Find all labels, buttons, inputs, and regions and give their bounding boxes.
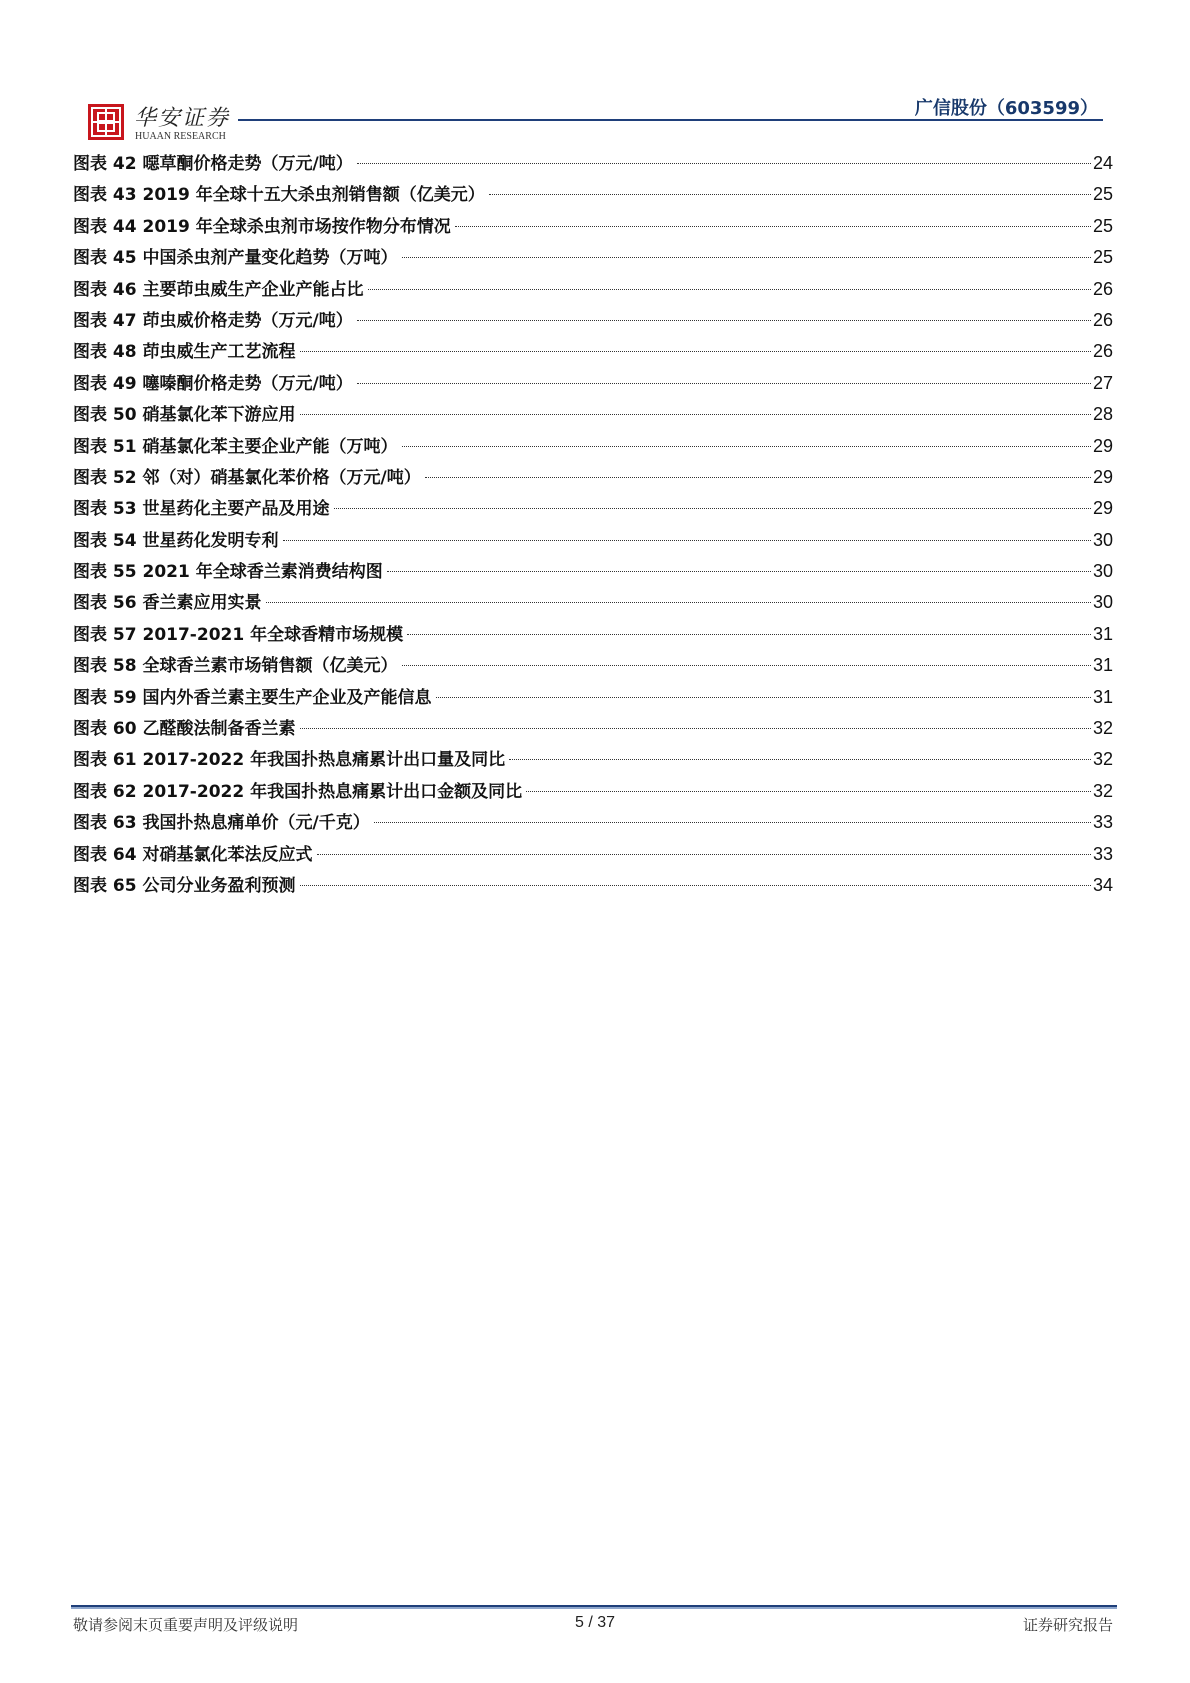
toc-entry-page: 33 bbox=[1092, 812, 1113, 833]
toc-entry[interactable] bbox=[73, 211, 1113, 242]
toc-entry-page: 29 bbox=[1092, 466, 1113, 487]
toc-entry[interactable] bbox=[73, 399, 1113, 430]
toc-entry-page: 32 bbox=[1092, 780, 1113, 801]
toc-entry-title: 图表 47 茚虫威价格走势（万元/吨） bbox=[73, 310, 353, 331]
toc-entry-title: 图表 56 香兰素应用实景 bbox=[73, 593, 262, 614]
toc-entry-page: 27 bbox=[1092, 372, 1113, 393]
toc-entry-title: 图表 52 邻（对）硝基氯化苯价格（万元/吨） bbox=[73, 467, 421, 488]
toc-dot-leader bbox=[402, 665, 1091, 666]
toc-entry-page: 32 bbox=[1092, 718, 1113, 739]
toc-entry[interactable] bbox=[73, 336, 1113, 367]
toc-entry-page: 31 bbox=[1092, 623, 1113, 644]
toc-entry-title: 图表 51 硝基氯化苯主要企业产能（万吨） bbox=[73, 436, 398, 457]
toc-entry-title: 图表 65 公司分业务盈利预测 bbox=[73, 875, 296, 896]
footer-divider bbox=[71, 1605, 1117, 1609]
page-number: 5 / 37 bbox=[574, 1614, 616, 1631]
toc-dot-leader bbox=[317, 854, 1091, 855]
toc-dot-leader bbox=[266, 602, 1091, 603]
toc-entry-title: 图表 57 2017-2021 年全球香精市场规模 bbox=[73, 624, 404, 645]
footer-disclaimer-note: 敬请参阅末页重要声明及评级说明 bbox=[73, 1616, 299, 1634]
toc-entry-title: 图表 61 2017-2022 年我国扑热息痛累计出口量及同比 bbox=[73, 750, 506, 771]
toc-entry[interactable] bbox=[73, 807, 1113, 838]
toc-entry-page: 30 bbox=[1092, 529, 1113, 550]
toc-dot-leader bbox=[374, 822, 1091, 823]
toc-dot-leader bbox=[489, 194, 1091, 195]
toc-entry[interactable] bbox=[73, 462, 1113, 493]
toc-entry-title: 图表 53 世星药化主要产品及用途 bbox=[73, 499, 330, 520]
toc-entry-title: 图表 59 国内外香兰素主要生产企业及产能信息 bbox=[73, 687, 432, 708]
toc-entry-page: 25 bbox=[1092, 184, 1113, 205]
toc-entry-page: 34 bbox=[1092, 874, 1113, 895]
footer-report-type: 证券研究报告 bbox=[1022, 1616, 1113, 1634]
toc-entry-title: 图表 58 全球香兰素市场销售额（亿美元） bbox=[73, 656, 398, 677]
toc-entry-page: 29 bbox=[1092, 498, 1113, 519]
toc-entry[interactable] bbox=[73, 431, 1113, 462]
page-header bbox=[0, 0, 1190, 145]
toc-entry-title: 图表 48 茚虫威生产工艺流程 bbox=[73, 342, 296, 363]
figure-list bbox=[73, 148, 1113, 901]
toc-entry-title: 图表 46 主要茚虫威生产企业产能占比 bbox=[73, 279, 364, 300]
huaan-logo-icon bbox=[88, 104, 124, 140]
toc-entry-page: 30 bbox=[1092, 561, 1113, 582]
toc-entry[interactable] bbox=[73, 274, 1113, 305]
logo-english-name: HUAAN RESEARCH bbox=[135, 131, 226, 142]
toc-entry-page: 30 bbox=[1092, 592, 1113, 613]
toc-entry[interactable] bbox=[73, 650, 1113, 681]
toc-entry-page: 25 bbox=[1092, 247, 1113, 268]
toc-entry[interactable] bbox=[73, 556, 1113, 587]
toc-entry-page: 32 bbox=[1092, 749, 1113, 770]
toc-entry-title: 图表 63 我国扑热息痛单价（元/千克） bbox=[73, 813, 370, 834]
report-company-title: 广信股份（603599） bbox=[914, 98, 1098, 119]
toc-entry-page: 28 bbox=[1092, 404, 1113, 425]
toc-entry-page: 29 bbox=[1092, 435, 1113, 456]
toc-entry[interactable] bbox=[73, 587, 1113, 618]
toc-entry[interactable] bbox=[73, 744, 1113, 775]
toc-entry-title: 图表 43 2019 年全球十五大杀虫剂销售额（亿美元） bbox=[73, 185, 485, 206]
toc-entry-title: 图表 44 2019 年全球杀虫剂市场按作物分布情况 bbox=[73, 216, 451, 237]
toc-entry-page: 33 bbox=[1092, 843, 1113, 864]
toc-entry[interactable] bbox=[73, 682, 1113, 713]
toc-entry[interactable] bbox=[73, 242, 1113, 273]
toc-entry-title: 图表 55 2021 年全球香兰素消费结构图 bbox=[73, 562, 383, 583]
toc-dot-leader bbox=[300, 885, 1091, 886]
toc-dot-leader bbox=[402, 446, 1091, 447]
toc-entry-page: 25 bbox=[1092, 215, 1113, 236]
toc-entry[interactable] bbox=[73, 368, 1113, 399]
toc-entry-title: 图表 42 噁草酮价格走势（万元/吨） bbox=[73, 154, 353, 174]
toc-entry-page: 31 bbox=[1092, 655, 1113, 676]
toc-entry[interactable] bbox=[73, 148, 1113, 179]
toc-dot-leader bbox=[387, 571, 1091, 572]
toc-entry[interactable] bbox=[73, 870, 1113, 901]
toc-dot-leader bbox=[357, 320, 1091, 321]
toc-dot-leader bbox=[455, 226, 1091, 227]
logo-chinese-name: 华安证券 bbox=[134, 106, 231, 131]
toc-dot-leader bbox=[509, 759, 1091, 760]
toc-dot-leader bbox=[425, 477, 1091, 478]
toc-dot-leader bbox=[300, 414, 1091, 415]
toc-dot-leader bbox=[402, 257, 1091, 258]
toc-entry-title: 图表 62 2017-2022 年我国扑热息痛累计出口金额及同比 bbox=[73, 781, 523, 802]
toc-dot-leader bbox=[334, 508, 1091, 509]
toc-entry-page: 26 bbox=[1092, 278, 1113, 299]
toc-entry[interactable] bbox=[73, 839, 1113, 870]
toc-entry-title: 图表 45 中国杀虫剂产量变化趋势（万吨） bbox=[73, 248, 398, 269]
toc-dot-leader bbox=[300, 728, 1091, 729]
toc-entry[interactable] bbox=[73, 525, 1113, 556]
toc-entry-title: 图表 54 世星药化发明专利 bbox=[73, 530, 279, 551]
toc-dot-leader bbox=[283, 540, 1091, 541]
toc-entry-title: 图表 60 乙醛酸法制备香兰素 bbox=[73, 719, 296, 740]
toc-entry-page: 31 bbox=[1092, 686, 1113, 707]
toc-dot-leader bbox=[357, 383, 1091, 384]
toc-dot-leader bbox=[357, 163, 1091, 164]
toc-dot-leader bbox=[407, 634, 1091, 635]
toc-entry[interactable] bbox=[73, 713, 1113, 744]
toc-entry[interactable] bbox=[73, 179, 1113, 210]
toc-entry-page: 26 bbox=[1092, 341, 1113, 362]
toc-entry[interactable] bbox=[73, 776, 1113, 807]
toc-entry-page: 26 bbox=[1092, 309, 1113, 330]
toc-dot-leader bbox=[300, 351, 1091, 352]
toc-entry-title: 图表 49 噻嗪酮价格走势（万元/吨） bbox=[73, 373, 353, 394]
toc-entry[interactable] bbox=[73, 493, 1113, 524]
toc-entry-page: 24 bbox=[1092, 153, 1113, 173]
toc-entry-title: 图表 64 对硝基氯化苯法反应式 bbox=[73, 844, 313, 865]
toc-entry[interactable] bbox=[73, 305, 1113, 336]
toc-dot-leader bbox=[368, 289, 1091, 290]
toc-dot-leader bbox=[436, 697, 1091, 698]
toc-dot-leader bbox=[526, 791, 1091, 792]
toc-entry[interactable] bbox=[73, 619, 1113, 650]
toc-entry-title: 图表 50 硝基氯化苯下游应用 bbox=[73, 405, 296, 426]
